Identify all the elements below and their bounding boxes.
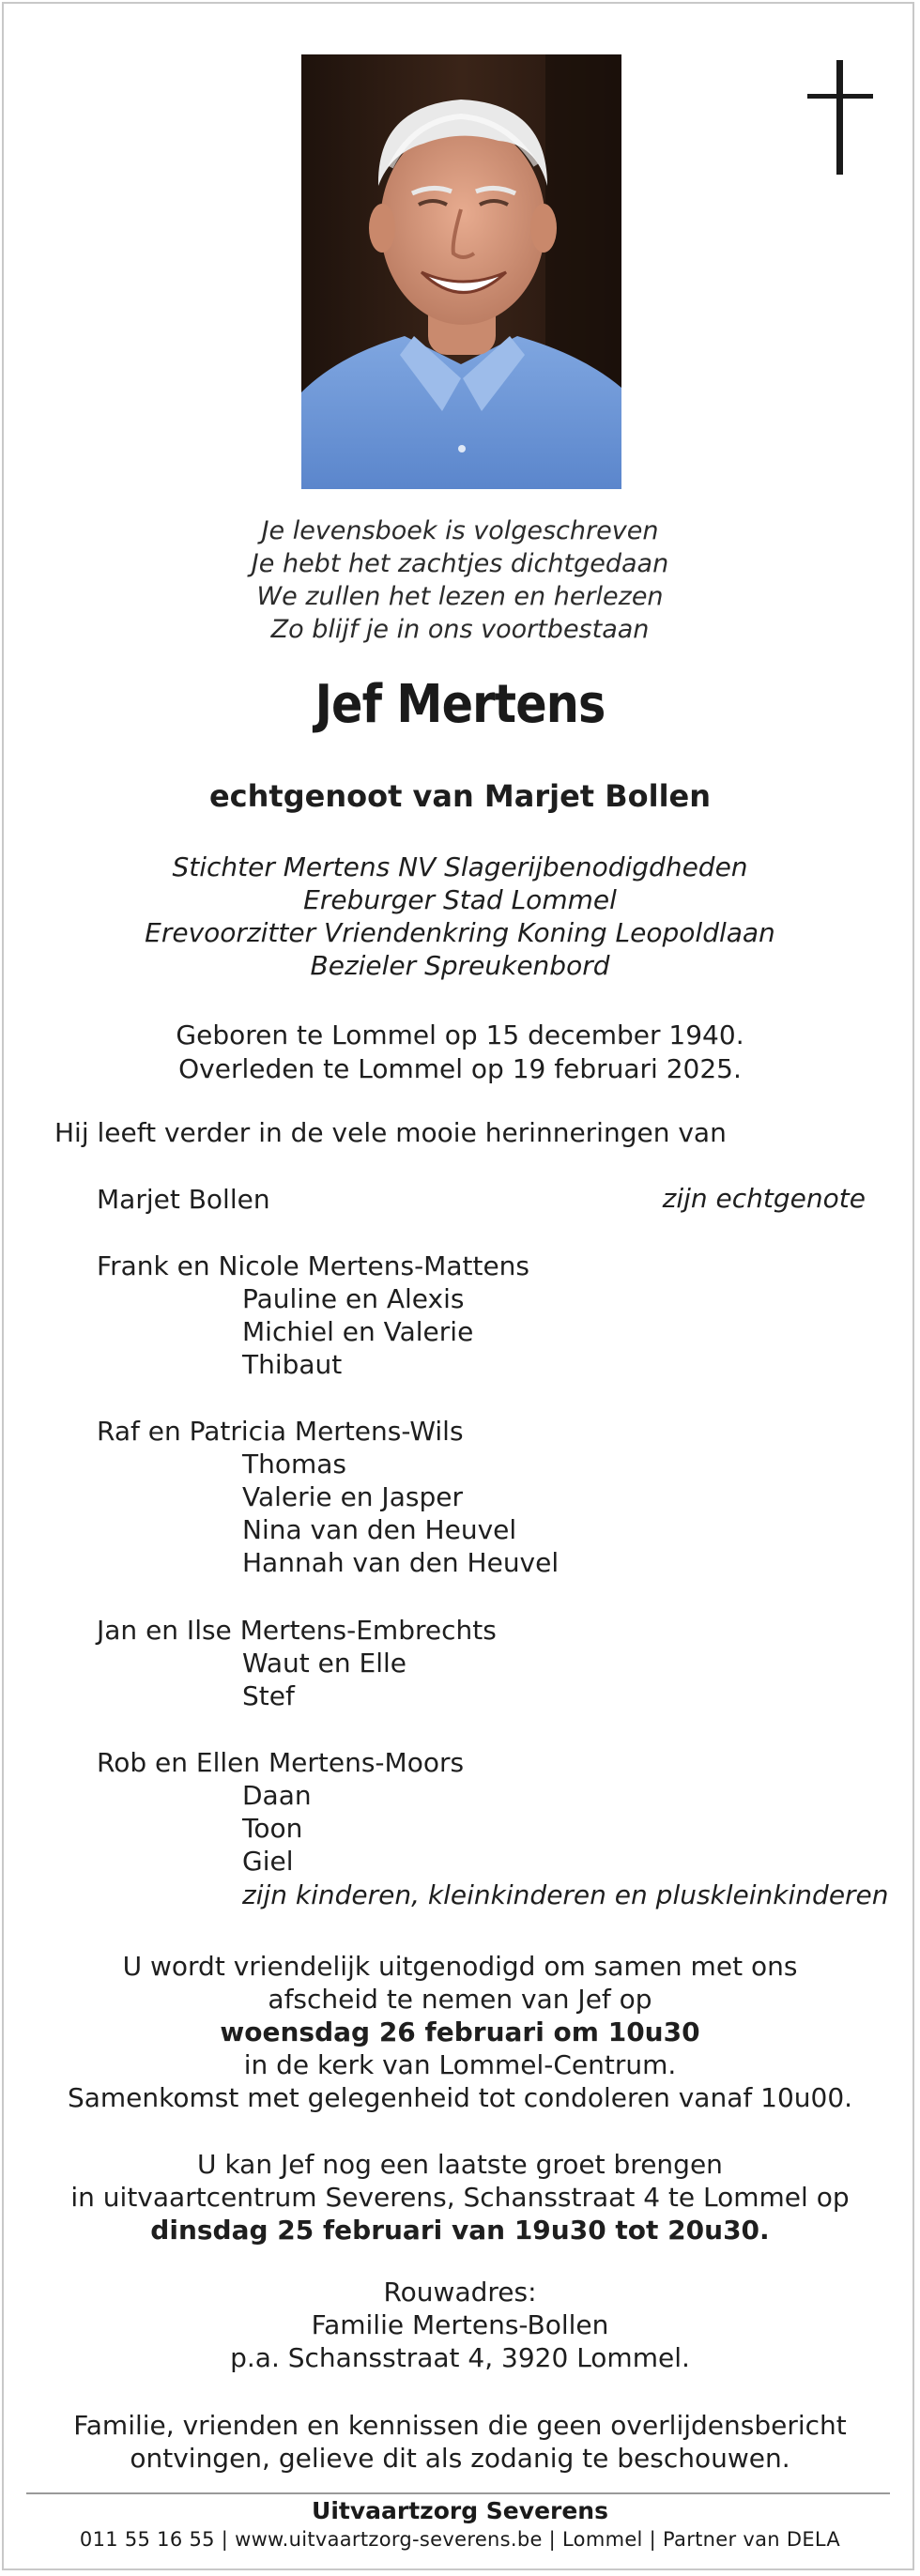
death-line: Overleden te Lommel op 19 februari 2025. bbox=[178, 1053, 742, 1084]
spouse-line: echtgenoot van Marjet Bollen bbox=[208, 778, 712, 814]
ceremony-line: U wordt vriendelijk uitgenodigd om samen met ons bbox=[122, 1951, 798, 1982]
family-child: Valerie en Jasper bbox=[242, 1481, 463, 1512]
address-street: p.a. Schansstraat 4, 3920 Lommel. bbox=[230, 2342, 690, 2373]
portrait-photo bbox=[301, 54, 621, 489]
visit-block bbox=[0, 2148, 920, 2246]
ceremony-line: afscheid te nemen van Jef op bbox=[268, 1984, 652, 2015]
role-item: Ereburger Stad Lommel bbox=[303, 884, 617, 915]
family-parents: Jan en Ilse Mertens-Embrechts bbox=[97, 1615, 497, 1646]
notice-line: Familie, vrienden en kennissen die geen overlijdensbericht bbox=[73, 2410, 847, 2441]
spouse-role: zijn echtgenote bbox=[662, 1183, 866, 1214]
family-child: Thomas bbox=[242, 1449, 347, 1480]
family-child: Pauline en Alexis bbox=[242, 1283, 465, 1314]
ceremony-date: woensdag 26 februari om 10u30 bbox=[220, 2016, 700, 2047]
portrait-image bbox=[301, 54, 621, 489]
address-block bbox=[0, 2276, 920, 2374]
poem bbox=[0, 514, 920, 646]
footer-info: 011 55 16 55 | www.uitvaartzorg-severens.be | Lommel | Partner van DELA bbox=[79, 2528, 841, 2551]
visit-line: U kan Jef nog een laatste groet brengen bbox=[197, 2149, 723, 2180]
footer-divider bbox=[26, 2492, 890, 2494]
deceased-name: Jef Mertens bbox=[314, 674, 606, 735]
family-child: Stef bbox=[242, 1680, 295, 1711]
family-intro: Hij leeft verder in de vele mooie herinneringen van bbox=[54, 1117, 727, 1148]
family-summary: zijn kinderen, kleinkinderen en pluskleinkinderen bbox=[242, 1879, 889, 1910]
role-item: Erevoorzitter Vriendenkring Koning Leopoldlaan bbox=[145, 917, 775, 948]
ceremony-line: Samenkomst met gelegenheid tot condoleren vanaf 10u00. bbox=[67, 2082, 853, 2113]
poem-line: Je hebt het zachtjes dichtgedaan bbox=[251, 549, 669, 578]
poem-line: Zo blijf je in ons voortbestaan bbox=[270, 615, 650, 644]
footer-company: Uitvaartzorg Severens bbox=[312, 2497, 608, 2524]
family-child: Giel bbox=[242, 1846, 294, 1877]
poem-line: Je levensboek is volgeschreven bbox=[261, 516, 659, 545]
family-child: Toon bbox=[242, 1813, 303, 1844]
ceremony-block bbox=[0, 1950, 920, 2114]
cross-icon bbox=[807, 60, 873, 175]
poem-line: We zullen het lezen en herlezen bbox=[256, 582, 664, 611]
family-child: Michiel en Valerie bbox=[242, 1316, 474, 1347]
role-item: Bezieler Spreukenbord bbox=[310, 950, 610, 981]
spouse-name: Marjet Bollen bbox=[97, 1184, 270, 1215]
address-family: Familie Mertens-Bollen bbox=[311, 2309, 609, 2340]
birth-line: Geboren te Lommel op 15 december 1940. bbox=[176, 1020, 744, 1050]
roles-list bbox=[0, 851, 920, 982]
role-item: Stichter Mertens NV Slagerijbenodigdheden bbox=[172, 851, 748, 882]
family-child: Waut en Elle bbox=[242, 1648, 407, 1679]
family-parents: Rob en Ellen Mertens-Moors bbox=[97, 1747, 465, 1778]
ceremony-line: in de kerk van Lommel-Centrum. bbox=[243, 2049, 677, 2080]
visit-date: dinsdag 25 februari van 19u30 tot 20u30. bbox=[150, 2215, 770, 2246]
notice-line: ontvingen, gelieve dit als zodanig te beschouwen. bbox=[130, 2443, 790, 2474]
family-parents: Frank en Nicole Mertens-Mattens bbox=[97, 1250, 530, 1281]
family-child: Nina van den Heuvel bbox=[242, 1514, 517, 1545]
notice-block bbox=[0, 2409, 920, 2475]
visit-line: in uitvaartcentrum Severens, Schansstraat 4 te Lommel op bbox=[70, 2182, 850, 2213]
address-label: Rouwadres: bbox=[383, 2277, 537, 2308]
family-child: Thibaut bbox=[242, 1349, 343, 1380]
family-parents: Raf en Patricia Mertens-Wils bbox=[97, 1416, 464, 1447]
family-child: Hannah van den Heuvel bbox=[242, 1547, 560, 1578]
life-dates bbox=[0, 1019, 920, 1086]
family-child: Daan bbox=[242, 1780, 312, 1811]
